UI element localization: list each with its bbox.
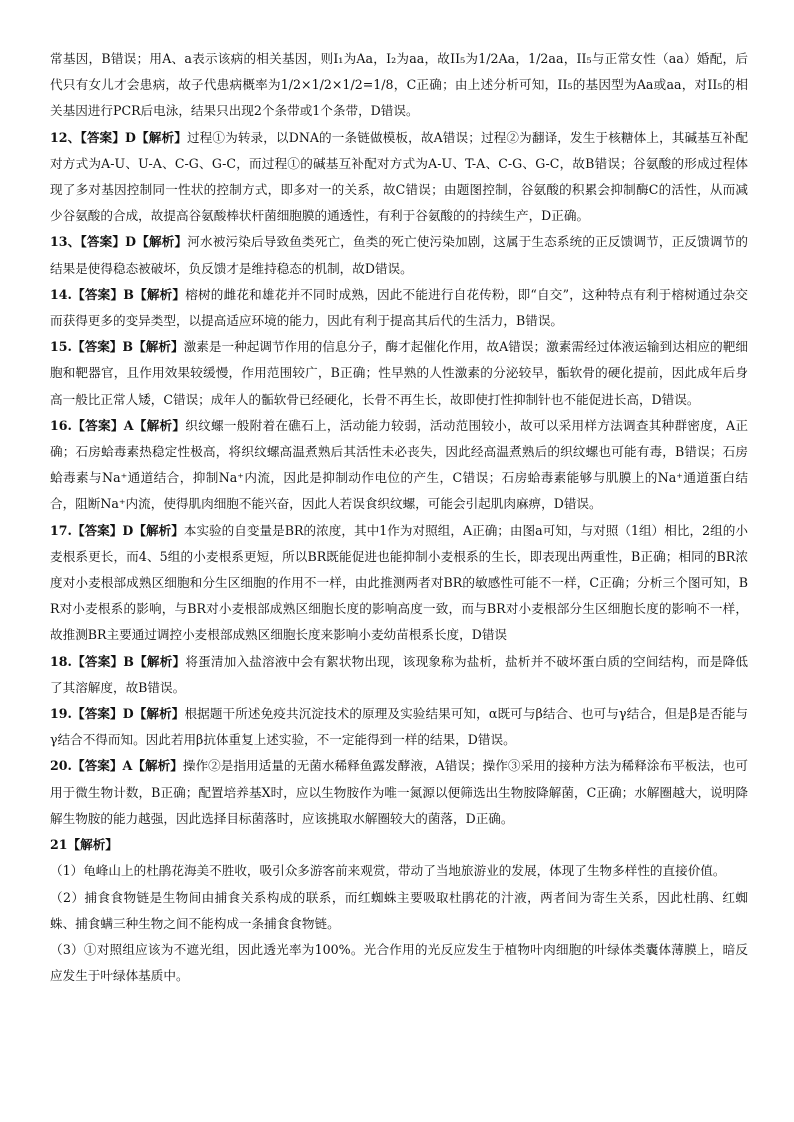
answer-q19: [50, 701, 748, 753]
answer-body: 河水被污染后导致鱼类死亡，鱼类的死亡使污染加剧，这属于生态系统的正反馈调节，正反馈调节的结果是使得稳态被破坏，负反馈才是维持稳态的机制，故D错误。: [50, 234, 749, 276]
question-number: 20.: [50, 758, 72, 774]
question-number: 16.: [50, 417, 72, 433]
q21-heading: 21【解析】: [50, 837, 118, 853]
answer-body: 榕树的雌花和雄花并不同时成熟，因此不能进行自花传粉，即“自交”，这种特点有利于榕树通过杂交而获得更多的变异类型，以提高适应环境的能力，因此有利于提高其后代的生活力，B错误。: [50, 286, 748, 329]
question-number: 12、: [50, 129, 81, 145]
answer-label: 【答案】B【解析】: [71, 286, 186, 302]
q21-item: （1）龟峰山上的杜鹃花海美不胜收，吸引众多游客前来观赏，带动了当地旅游业的发展，体现了生物多样性的直接价值。: [50, 863, 726, 879]
answer-body: 本实验的自变量是BR的浓度，其中1作为对照组，A正确；由图a可知，与对照（1组）相比，2组的小麦根系更长，而4、5组的小麦根系更短，所以BR既能促进也能抑制小麦根系的生长，即表现出两重性，B正确；相同的BR浓度对小麦根部成熟区细胞和分生区细胞的作用不一样，由此推测两者对BR的敏感性可能不一样，C正确；分析三个图可知，BR对小麦根系的影响，与BR对小麦根部成熟区细胞长度的影响高度一致，而与BR对小麦根部分生区细胞长度的影响不一样，故推测BR主要通过调控小麦根部成熟区细胞长度来影响小麦幼苗根系长度，D错误: [50, 522, 748, 643]
question-number: 19.: [50, 706, 72, 722]
answer-q17: [50, 518, 748, 649]
paragraph-body: 常基因，B错误；用A、a表示该病的相关基因，则I₁为Aa，I₂为aa，故II₅为1/2Aa，1/2aa，II₅与正常女性（aa）婚配，后代只有女儿才会患病，故子代患病概率为1/2×1/2×1/2=1/8，C正确；由上述分析可知，II₅的基因型为Aa或aa，对II₅的相关基因进行PCR后电泳，结果只出现2个条带或1个条带，D错误。: [50, 51, 748, 119]
answer-q18: [50, 649, 748, 701]
answer-body: 织纹螺一般附着在礁石上，活动能力较弱，活动范围较小，故可以采用样方法调查其种群密度，A正确；石房蛤毒素热稳定性极高，将织纹螺高温煮熟后其活性未必丧失，因此经高温煮熟后的织纹螺也可能有毒，B错误；石房蛤毒素与Na⁺通道结合，抑制Na⁺内流，因此是抑制动作电位的产生，C错误；石房蛤毒素能够与肌膜上的Na⁺通道蛋白结合，阻断Na⁺内流，使得肌肉细胞不能兴奋，因此人若误食织纹螺，可能会引起肌肉麻痹，D错误。: [50, 417, 748, 512]
answer-q16: [50, 413, 748, 518]
q21-item: （2）捕食食物链是生物间由捕食关系构成的联系，而红蜘蛛主要吸取杜鹃花的汁液，两者间为寄生关系，因此杜鹃、红蜘蛛、捕食螨三种生物之间不能构成一条捕食食物链。: [50, 889, 748, 931]
answer-q20: [50, 753, 748, 832]
answer-body: 操作②是指用适量的无菌水稀释鱼露发酵液，A错误；操作③采用的接种方法为稀释涂布平板法，也可用于微生物计数，B正确；配置培养基X时，应以生物胺作为唯一氮源以便筛选出生物胺降解菌，C正确；水解圈越大，说明降解生物胺的能力越强，因此选择目标菌落时，应该挑取水解圈较大的菌落，D正确。: [50, 758, 748, 826]
answer-label: 【答案】D【解析】: [80, 129, 187, 145]
answer-label: 【答案】D【解析】: [71, 706, 185, 722]
answer-q14: [50, 282, 748, 334]
question-number: 17.: [50, 522, 72, 538]
question-number: 15.: [50, 339, 72, 355]
answer-body: 激素是一种起调节作用的信息分子，酶才起催化作用，故A错误；激素需经过体液运输到达相应的靶细胞和靶器官，且作用效果较缓慢，作用范围较广，B正确；性早熟的人性激素的分泌较早，骺软骨的硬化提前，因此成年后身高一般比正常人矮，C错误；成年人的骺软骨已经硬化，长骨不再生长，故即使打性抑制针也不能促进长高，D错误。: [50, 339, 748, 407]
answer-label: 【答案】D【解析】: [80, 234, 188, 250]
answer-label: 【答案】B【解析】: [71, 339, 184, 355]
q21-item: （3）①对照组应该为不遮光组，因此透光率为100%。光合作用的光反应发生于植物叶肉细胞的叶绿体类囊体薄膜上，暗反应发生于叶绿体基质中。: [50, 941, 748, 984]
question-number: 13、: [50, 234, 81, 250]
answer-body: 根据题干所述免疫共沉淀技术的原理及实验结果可知，α既可与β结合、也可与γ结合，但是β是否能与γ结合不得而知。因此若用β抗体重复上述实验，不一定能得到一样的结果，D错误。: [50, 706, 749, 748]
paragraph-q11-continued: [50, 46, 748, 125]
answer-body: 将蛋清加入盐溶液中会有絮状物出现，该现象称为盐析，盐析并不破坏蛋白质的空间结构，而是降低了其溶解度，故B错误。: [50, 653, 748, 695]
answer-q13: [50, 229, 748, 281]
answer-q15: [50, 334, 748, 413]
answer-label: 【答案】D【解析】: [71, 522, 184, 538]
question-number: 14.: [50, 286, 72, 302]
answer-q12: [50, 125, 748, 230]
answer-label: 【答案】B【解析】: [71, 653, 186, 669]
answer-label: 【答案】A【解析】: [71, 758, 183, 774]
answer-label: 【答案】A【解析】: [71, 417, 186, 433]
question-number: 18.: [50, 653, 72, 669]
answer-body: 过程①为转录，以DNA的一条链做模板，故A错误；过程②为翻译，发生于核糖体上，其碱基互补配对方式为A-U、U-A、C-G、G-C，而过程①的碱基互补配对方式为A-U、T-A、C-G、G-C，故B错误；谷氨酸的形成过程体现了多对基因控制同一性状的控制方式，即多对一的关系，故C错误；由题图控制，谷氨酸的积累会抑制酶C的活性，从而减少谷氨酸的合成，故提高谷氨酸棒状杆菌细胞膜的通透性，有利于谷氨酸的的持续生产，D正确。: [50, 129, 749, 224]
